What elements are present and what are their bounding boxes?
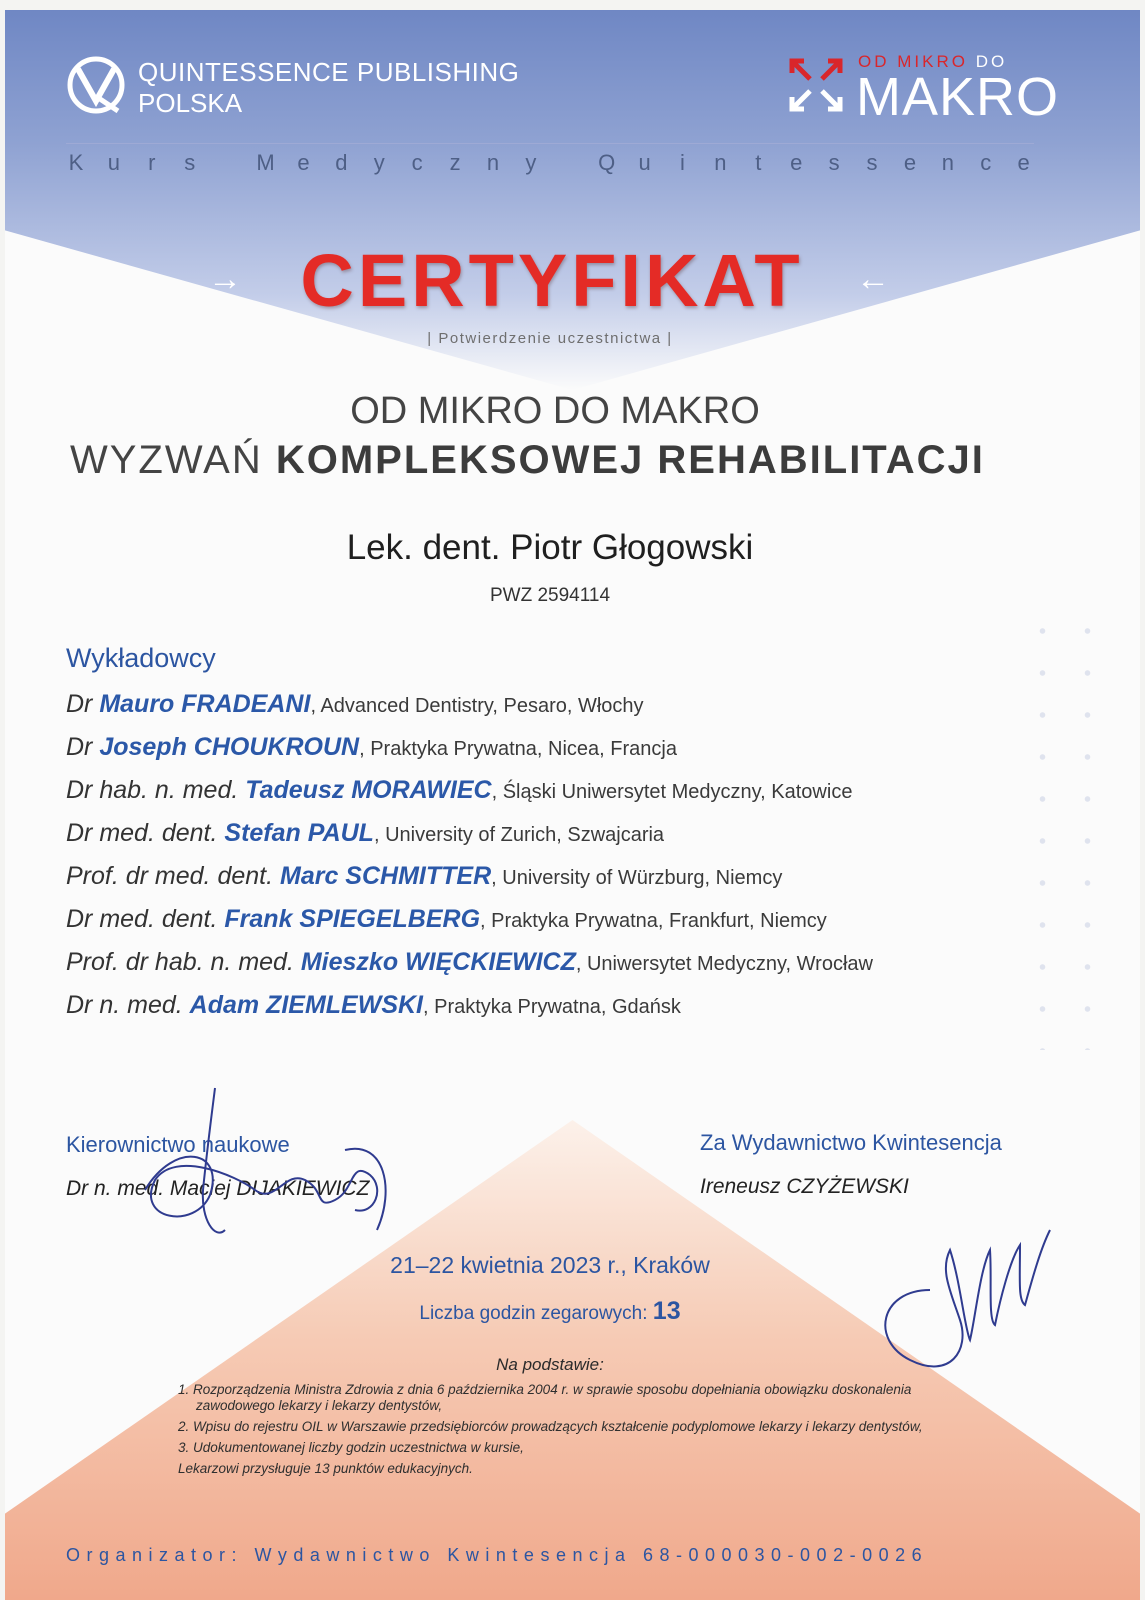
publisher-signatory-name: Ireneusz CZYŻEWSKI (700, 1175, 909, 1198)
program-logo-big: MAKRO (856, 67, 1060, 127)
tagline-letter: d (335, 150, 348, 175)
lecturer-item (66, 733, 873, 776)
tagline-letter: c (980, 150, 992, 175)
lecturer-affiliation: , Śląski Uniwersytet Medyczny, Katowice (491, 781, 853, 803)
arrows-logo-icon (786, 55, 846, 115)
tagline-letter: i (680, 150, 685, 175)
course-tagline (66, 150, 1034, 176)
event-date-place: 21–22 kwietnia 2023 r., Kraków (390, 1252, 710, 1278)
tagline-letter: z (449, 150, 461, 175)
lecturer-item (66, 690, 873, 733)
course-name-line2 (70, 438, 985, 483)
signature-left (115, 1080, 445, 1250)
course-name-bold: KOMPLEKSOWEJ REHABILITACJI (275, 438, 985, 482)
lecturer-name: Marc SCHMITTER (280, 862, 492, 890)
tagline-letter: y (525, 150, 537, 175)
lecturer-title: Prof. dr med. dent. (66, 862, 280, 890)
tagline-letter (559, 150, 579, 176)
lecturer-title: Dr (66, 733, 100, 761)
publisher-signatory-label: Za Wydawnictwo Kwintesencja (700, 1130, 1002, 1155)
lecturer-name: Mieszko WIĘCKIEWICZ (300, 948, 576, 976)
lecturer-name: Mauro FRADEANI (99, 690, 311, 718)
tagline-letter: n (714, 150, 727, 175)
tagline-letter (218, 150, 238, 176)
participant-pwz: PWZ 2594114 (489, 585, 611, 606)
tagline-letter: s (184, 150, 196, 175)
lecturer-title: Dr hab. n. med. (66, 776, 246, 804)
tagline-letter: K (68, 150, 84, 175)
tagline-letter: n (941, 150, 954, 175)
lecturer-item (66, 905, 873, 948)
lecturer-name: Frank SPIEGELBERG (224, 905, 481, 933)
tagline-letter: s (866, 150, 878, 175)
lecturer-affiliation: , Praktyka Prywatna, Gdańsk (423, 996, 681, 1018)
certificate-subtitle: | Potwierdzenie uczestnictwa | (427, 330, 673, 347)
tagline-letter: t (755, 150, 762, 175)
lecturer-item (66, 948, 873, 991)
lecturers-list (66, 690, 873, 1034)
lecturer-title: Dr (66, 690, 100, 718)
tagline-letter: Q (598, 150, 616, 175)
lecturer-affiliation: , University of Zurich, Szwajcaria (373, 824, 665, 846)
lecturer-name: Stefan PAUL (224, 819, 374, 847)
tagline-letter: e (297, 150, 310, 175)
scientific-director-surname: Maciej DIJAKIEWICZ (169, 1177, 370, 1200)
header-rule (66, 143, 1034, 144)
legal-basis-item: 2. Wpisu do rejestru OIL w Warszawie przedsiębiorców prowadzących kształcenie podyplomowe lekarzy i lekarzy dentystów, (178, 1419, 923, 1434)
tagline-letter: r (148, 150, 156, 175)
lecturer-affiliation: , University of Würzburg, Niemcy (491, 867, 783, 889)
certificate-title: CERTYFIKAT (300, 239, 804, 322)
arrow-left-icon: ← (856, 260, 890, 298)
hours-label: Liczba godzin zegarowych: (419, 1303, 653, 1324)
lecturer-title: Dr med. dent. (66, 819, 225, 847)
legal-basis-list (178, 1382, 938, 1477)
lecturer-item (66, 991, 873, 1034)
scientific-director-label: Kierownictwo naukowe (66, 1132, 290, 1157)
tagline-letter: s (828, 150, 840, 175)
legal-basis-item: 1. Rozporządzenia Ministra Zdrowia z dnia 6 października 2004 r. w sprawie sposobu dopełniania obowiązku doskonalenia zawodowego lekarzy i lekarzy dentystów, (178, 1382, 912, 1413)
dot-pattern (1020, 610, 1110, 1050)
program-od-mikro: OD MIKRO (858, 52, 968, 71)
lecturer-title: Dr n. med. (66, 991, 190, 1019)
tagline-letter: M (256, 150, 275, 175)
lecturer-item (66, 862, 873, 905)
tagline-letter: c (411, 150, 423, 175)
hours-value: 13 (652, 1297, 681, 1325)
lecturer-affiliation: , Advanced Dentistry, Pesaro, Włochy (310, 695, 644, 717)
lecturer-name: Joseph CHOUKROUN (99, 733, 360, 761)
event-hours (0, 1297, 1100, 1326)
lecturer-item (66, 819, 873, 862)
lecturers-heading: Wykładowcy (66, 643, 216, 673)
scientific-director-title: Dr n. med. (66, 1177, 170, 1200)
course-name-line1: OD MIKRO DO MAKRO (350, 390, 760, 432)
tagline-letter: n (486, 150, 500, 175)
publisher-name: QUINTESSENCE PUBLISHING (138, 57, 520, 87)
lecturer-title: Prof. dr hab. n. med. (66, 948, 301, 976)
tagline-letter: e (903, 150, 917, 175)
tagline-letter: u (638, 150, 651, 175)
lecturer-affiliation: , Praktyka Prywatna, Nicea, Francja (359, 738, 677, 760)
lecturer-name: Tadeusz MORAWIEC (245, 776, 492, 804)
legal-basis-item: 3. Udokumentowanej liczby godzin uczestnictwa w kursie, (178, 1440, 524, 1455)
lecturer-title: Dr med. dent. (66, 905, 225, 933)
arrow-right-icon: → (208, 260, 242, 298)
tagline-letter: e (790, 150, 803, 175)
tagline-letter: u (107, 150, 121, 175)
lecturer-name: Adam ZIEMLEWSKI (189, 991, 423, 1019)
course-name-normal: WYZWAŃ (70, 438, 276, 482)
legal-basis-heading: Na podstawie: (496, 1355, 604, 1374)
participant-name: Lek. dent. Piotr Głogowski (346, 528, 754, 567)
organizer-footer: Organizator: Wydawnictwo Kwintesencja 68-000030-002-0026 (66, 1545, 929, 1565)
tagline-letter: e (1017, 150, 1030, 175)
lecturer-affiliation: , Praktyka Prywatna, Frankfurt, Niemcy (480, 910, 827, 932)
tagline-letter: y (373, 150, 385, 175)
program-do: DO (975, 52, 1008, 71)
quintessence-logo-icon (66, 55, 126, 115)
education-points-note: Lekarzowi przysługuje 13 punktów edukacyjnych. (178, 1461, 473, 1476)
lecturer-affiliation: , Uniwersytet Medyczny, Wrocław (575, 953, 873, 975)
lecturer-item (66, 776, 873, 819)
publisher-country: POLSKA (138, 88, 243, 118)
